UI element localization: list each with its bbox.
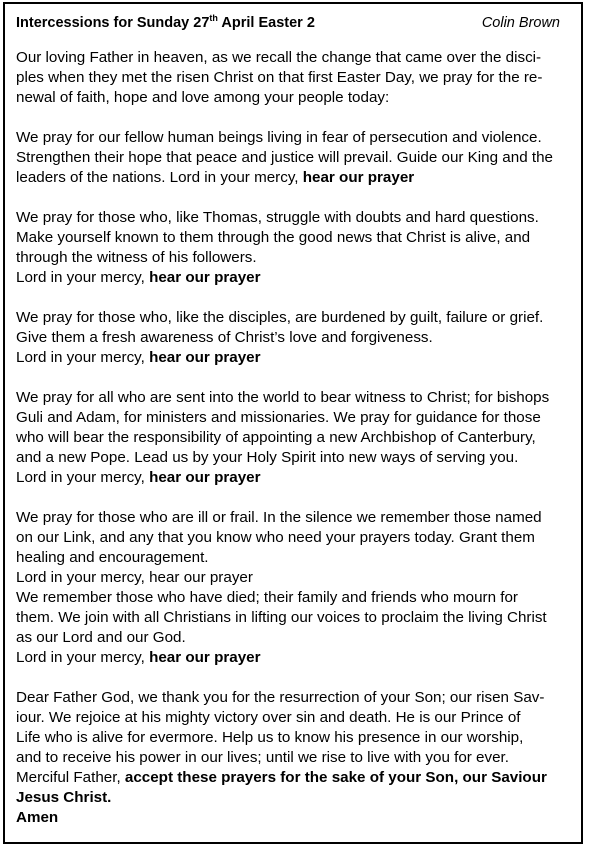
response-bold: accept these prayers for the sake of your Son, our Saviour	[124, 769, 547, 786]
text-line	[16, 468, 582, 488]
intercessions-body	[16, 48, 582, 828]
paragraph-ill-and-departed	[16, 508, 582, 668]
response-bold: hear our prayer	[149, 469, 261, 486]
text-line	[16, 768, 582, 788]
title-suffix: April Easter 2	[217, 15, 315, 31]
response-bold: hear our prayer	[149, 269, 261, 286]
text-line: Our loving Father in heaven, as we recall the change that came over the disci-	[16, 49, 542, 66]
text-line	[16, 268, 582, 288]
document-header	[16, 15, 571, 35]
text-line: and to receive his power in our lives; until we rise to live with you for ever.	[16, 749, 509, 766]
response-lead: Lord in your mercy,	[16, 469, 150, 486]
response-bold: Jesus Christ.	[16, 789, 112, 806]
text-line	[16, 788, 582, 808]
text-line: We pray for our fellow human beings living in fear of persecution and violence.	[16, 129, 542, 146]
text-line: ples when they met the risen Christ on that first Easter Day, we pray for the re-	[16, 69, 543, 86]
text-line: who will bear the responsibility of appointing a new Archbishop of Canterbury,	[16, 429, 536, 446]
text-line: We pray for those who, like the disciples, are burdened by guilt, failure or grief.	[16, 309, 544, 326]
page-title	[16, 15, 315, 31]
paragraph-closing	[16, 688, 582, 828]
text-line: We pray for those who, like Thomas, struggle with doubts and hard questions.	[16, 209, 539, 226]
response-bold: hear our prayer	[302, 169, 415, 186]
document-frame	[3, 2, 583, 844]
text-line	[16, 808, 582, 828]
author-name: Colin Brown	[481, 15, 560, 31]
text-line: on our Link, and any that you know who need your prayers today. Grant them	[16, 529, 535, 546]
response-lead: Merciful Father,	[16, 769, 125, 786]
text-line: and a new Pope. Lead us by your Holy Spirit into new ways of serving you.	[16, 449, 519, 466]
response-bold: hear our prayer	[149, 649, 261, 666]
paragraph-persecution	[16, 128, 582, 188]
paragraph-witness	[16, 388, 582, 488]
text-line	[16, 168, 582, 188]
text-line: We pray for all who are sent into the world to bear witness to Christ; for bishops	[16, 389, 550, 406]
text-line	[16, 648, 582, 668]
text-line: as our Lord and our God.	[16, 629, 186, 646]
paragraph-guilt	[16, 308, 582, 368]
title-prefix: Intercessions for Sunday 27	[16, 15, 210, 31]
text-line: Give them a fresh awareness of Christ’s love and forgiveness.	[16, 329, 433, 346]
text-line: We remember those who have died; their family and friends who mourn for	[16, 589, 518, 606]
amen: Amen	[16, 809, 59, 826]
text-line: Life who is alive for evermore. Help us to know his presence in our worship,	[16, 729, 524, 746]
title-ordinal-suffix: th	[209, 13, 218, 24]
text-line: newal of faith, hope and love among your people today:	[16, 89, 390, 106]
text-line: Make yourself known to them through the good news that Christ is alive, and	[16, 229, 531, 246]
response-lead: Lord in your mercy,	[16, 349, 150, 366]
text-line: healing and encouragement.	[16, 549, 209, 566]
response-lead: Lord in your mercy,	[16, 649, 150, 666]
text-line: Guli and Adam, for ministers and missionaries. We pray for guidance for those	[16, 409, 541, 426]
response-lead: Lord in your mercy,	[16, 269, 150, 286]
text-line: Dear Father God, we thank you for the resurrection of your Son; our risen Sav-	[16, 689, 545, 706]
text-line: through the witness of his followers.	[16, 249, 257, 266]
text-line	[16, 348, 582, 368]
text-line: iour. We rejoice at his mighty victory over sin and death. He is our Prince of	[16, 709, 521, 726]
text-line: Lord in your mercy, hear our prayer	[16, 569, 253, 586]
paragraph-doubts	[16, 208, 582, 288]
response-lead: leaders of the nations. Lord in your mercy,	[16, 169, 303, 186]
paragraph-opening	[16, 48, 582, 108]
text-line: them. We join with all Christians in lifting our voices to proclaim the living Christ	[16, 609, 547, 626]
text-line: We pray for those who are ill or frail. In the silence we remember those named	[16, 509, 542, 526]
response-bold: hear our prayer	[149, 349, 261, 366]
text-line: Strengthen their hope that peace and justice will prevail. Guide our King and the	[16, 149, 553, 166]
